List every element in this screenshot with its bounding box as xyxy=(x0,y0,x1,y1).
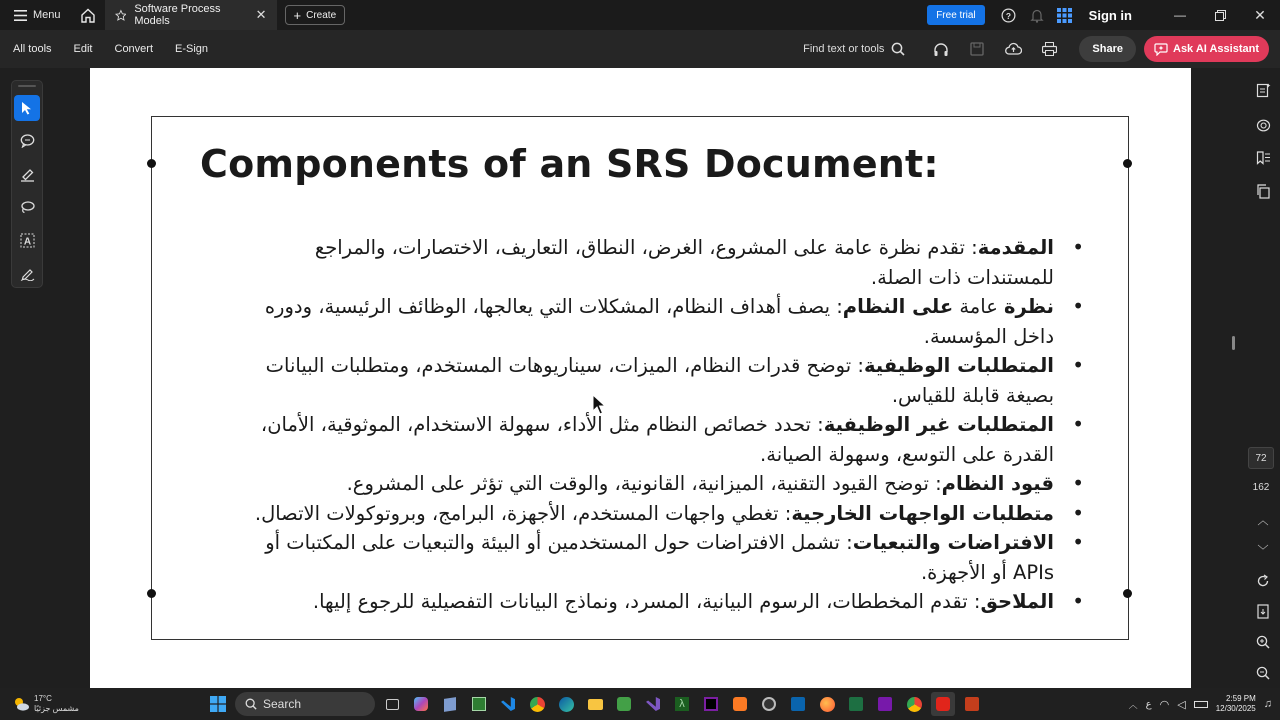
document-tab[interactable] xyxy=(105,0,277,30)
restore-icon xyxy=(1215,10,1226,21)
search-icon xyxy=(891,42,905,56)
bullet-term: نظرة xyxy=(1004,295,1054,318)
bullet-text: : يصف أهداف النظام، المشكلات التي يعالجها، الوظائف الرئيسية، ودوره داخل المؤسسة. xyxy=(264,295,1054,348)
bullet-text: : تغطي واجهات المستخدم، الأجهزة، البرامج، وبروتوكولات الاتصال. xyxy=(254,501,792,525)
list-item xyxy=(240,587,1086,617)
list-item xyxy=(240,292,1086,351)
bullet-term: الافتراضات والتبعيات xyxy=(852,531,1054,554)
time: 2:59 PM xyxy=(1225,694,1256,703)
lambda-app-icon[interactable]: λ xyxy=(670,692,694,716)
save-icon xyxy=(970,42,984,56)
ask-ai-label: Ask AI Assistant xyxy=(1173,43,1259,55)
bullet-text: عامة xyxy=(953,295,1005,318)
bullet-text: : توضح القيود التقنية، الميزانية، القانونية، والوقت التي تؤثر على المشروع. xyxy=(346,472,942,495)
chevron-down-icon: ﹀ xyxy=(1257,545,1269,557)
help-button[interactable] xyxy=(995,0,1023,30)
quick-tools-rail xyxy=(11,80,43,288)
bullet-term: متطلبات الواجهات الخارجية xyxy=(791,501,1054,525)
home-button[interactable] xyxy=(71,0,105,30)
bullet-text: : توضح قدرات النظام، الميزات، سيناريوهات المستخدم، ومتطلبات البيانات بصيغة قابلة للقياس. xyxy=(265,354,1054,407)
cloud-upload-icon xyxy=(1005,42,1022,56)
menu-label: Menu xyxy=(33,9,61,21)
copy-pages-icon xyxy=(1256,184,1270,199)
rotate-button[interactable] xyxy=(1246,566,1280,596)
read-aloud-button[interactable] xyxy=(923,30,959,68)
wifi-icon[interactable]: ◠ xyxy=(1159,698,1170,711)
slide-title: Components of an SRS Document: xyxy=(200,142,939,186)
taskbar-apps xyxy=(206,688,984,720)
frame-handle-top-left xyxy=(147,159,156,168)
clock[interactable] xyxy=(1216,694,1256,714)
battery-icon[interactable] xyxy=(1194,701,1208,708)
windows-taskbar xyxy=(0,688,1280,720)
windows-logo-icon xyxy=(210,696,226,712)
components-list xyxy=(240,233,1086,617)
firefox-icon[interactable] xyxy=(815,692,839,716)
partly-sunny-icon xyxy=(12,696,30,712)
obs-icon[interactable] xyxy=(757,692,781,716)
previous-page-button[interactable] xyxy=(1246,505,1280,535)
keyboard-language[interactable]: ع xyxy=(1145,698,1152,710)
vscode-icon[interactable] xyxy=(496,692,520,716)
find-label: Find text or tools xyxy=(803,43,885,55)
acrobat-icon[interactable] xyxy=(931,692,955,716)
apps-grid-icon xyxy=(1057,8,1072,23)
excel-icon[interactable] xyxy=(844,692,868,716)
save-button[interactable] xyxy=(959,30,995,68)
bullet-term: المقدمة xyxy=(977,236,1054,259)
chevron-up-icon: ︿ xyxy=(1257,515,1269,527)
onenote-icon[interactable] xyxy=(873,692,897,716)
tab-title: Software Process Models xyxy=(134,3,221,27)
ask-ai-assistant-button[interactable] xyxy=(1144,36,1269,62)
notification-bell-icon[interactable]: ♫ xyxy=(1263,698,1272,710)
sign-in-button[interactable]: Sign in xyxy=(1088,7,1132,23)
list-item xyxy=(240,528,1086,587)
all-tools-menu[interactable]: All tools xyxy=(13,43,52,55)
esign-menu[interactable]: E-Sign xyxy=(175,43,209,55)
current-page-input[interactable]: 72 xyxy=(1248,447,1274,469)
main-toolbar xyxy=(0,30,1280,68)
draw-tool[interactable] xyxy=(14,194,40,220)
zoom-in-icon xyxy=(1256,635,1270,649)
bell-icon xyxy=(1030,8,1044,23)
list-item xyxy=(240,233,1086,292)
bookmarks-panel-button[interactable] xyxy=(1246,143,1280,173)
ai-assistant-icon xyxy=(1154,43,1168,56)
vertical-scrollbar[interactable] xyxy=(1232,336,1235,350)
xampp-icon[interactable] xyxy=(728,692,752,716)
create-button[interactable] xyxy=(285,5,346,25)
terminal-app-icon[interactable] xyxy=(467,692,491,716)
upload-button[interactable] xyxy=(995,30,1031,68)
help-icon xyxy=(1001,8,1016,23)
bullet-text: : تحدد خصائص النظام مثل الأداء، سهولة الاستخدام، الموثوقية، الأمان، القدرة على التوسع، وسهولة الصيانة. xyxy=(260,413,1054,466)
refresh-icon xyxy=(1256,574,1270,588)
printer-icon xyxy=(1042,42,1057,56)
text-box-icon xyxy=(20,233,35,248)
maximize-button[interactable] xyxy=(1200,0,1240,30)
search-icon xyxy=(245,698,257,710)
close-tab-icon[interactable]: ✕ xyxy=(255,7,267,22)
edge-icon[interactable] xyxy=(554,692,578,716)
select-tool[interactable] xyxy=(14,95,40,121)
highlighter-icon xyxy=(20,167,35,182)
close-window-button[interactable] xyxy=(1240,0,1280,30)
convert-menu[interactable]: Convert xyxy=(114,43,154,55)
file-explorer-icon[interactable] xyxy=(583,692,607,716)
create-label: Create xyxy=(306,9,337,21)
bullet-text: : تشمل الافتراضات حول المستخدمين أو البيئة والتبعيات على المكتبات أو APIs أو الأجهزة. xyxy=(265,531,1054,584)
zoom-out-icon xyxy=(1256,666,1270,680)
page-export-icon xyxy=(1256,604,1270,619)
free-trial-button[interactable]: Free trial xyxy=(927,5,984,25)
outlook-icon[interactable] xyxy=(786,692,810,716)
minimize-button[interactable] xyxy=(1160,0,1200,30)
chrome-icon[interactable] xyxy=(525,692,549,716)
cube-app-icon[interactable] xyxy=(438,692,462,716)
weather-widget[interactable] xyxy=(12,694,192,714)
taskbar-search[interactable] xyxy=(235,692,375,716)
bullet-text: : تقدم المخططات، الرسوم البيانية، المسرد، ونماذج البيانات التفصيلية للرجوع إليها. xyxy=(312,590,981,613)
svg-text:A: A xyxy=(23,236,31,247)
menu-button[interactable] xyxy=(0,0,71,30)
comment-icon xyxy=(1256,119,1271,133)
bullet-term: المتطلبات الوظيفية xyxy=(863,354,1054,377)
title-bar xyxy=(0,0,1280,30)
zoom-in-button[interactable] xyxy=(1246,627,1280,657)
date: 12/30/2025 xyxy=(1215,704,1256,713)
sign-tool[interactable] xyxy=(14,260,40,286)
lasso-icon xyxy=(20,200,35,214)
document-page[interactable] xyxy=(90,68,1191,688)
search-label: Search xyxy=(263,697,302,711)
frame-handle-bottom-right xyxy=(1123,589,1132,598)
rail-grip xyxy=(18,85,36,87)
plus-icon: + xyxy=(293,7,302,23)
zoom-out-button[interactable] xyxy=(1246,658,1280,688)
edit-menu[interactable]: Edit xyxy=(73,43,93,55)
list-item xyxy=(240,351,1086,410)
camtasia-icon[interactable] xyxy=(612,692,636,716)
jetbrains-icon[interactable] xyxy=(699,692,723,716)
bookmark-icon xyxy=(1256,151,1271,165)
hamburger-icon xyxy=(14,10,27,21)
copilot-icon[interactable] xyxy=(409,692,433,716)
svg-text:?: ? xyxy=(1006,10,1012,21)
headphones-icon xyxy=(933,42,949,57)
bullet-term: الملاحق xyxy=(980,590,1054,613)
bullet-term: قيود النظام xyxy=(941,472,1054,495)
show-hidden-icons[interactable]: ︿ xyxy=(1128,699,1138,710)
visual-studio-icon[interactable] xyxy=(641,692,665,716)
weather-desc: مشمس جزئيًا xyxy=(34,704,79,713)
list-item xyxy=(240,410,1086,469)
apps-button[interactable] xyxy=(1051,0,1079,30)
comment-tool[interactable] xyxy=(14,128,40,154)
bullet-term: على النظام xyxy=(842,295,954,318)
volume-icon[interactable]: ◁ xyxy=(1177,698,1186,711)
list-item xyxy=(240,499,1086,529)
star-icon[interactable] xyxy=(115,9,127,22)
mouse-cursor-icon xyxy=(592,394,606,416)
find-text-or-tools[interactable] xyxy=(803,42,905,56)
ai-summary-button[interactable] xyxy=(1246,75,1280,105)
home-icon xyxy=(80,8,96,23)
highlight-tool[interactable] xyxy=(14,161,40,187)
comment-icon xyxy=(20,134,35,148)
share-button[interactable]: Share xyxy=(1079,36,1136,62)
text-tool[interactable] xyxy=(14,227,40,253)
minimize-icon: — xyxy=(1174,8,1186,22)
frame-handle-top-right xyxy=(1123,159,1132,168)
extract-page-button[interactable] xyxy=(1246,596,1280,626)
notifications-button[interactable] xyxy=(1023,0,1051,30)
powerpoint-icon[interactable] xyxy=(960,692,984,716)
list-item xyxy=(240,469,1086,499)
next-page-button[interactable] xyxy=(1246,535,1280,565)
weather-temp: 17°C xyxy=(34,694,52,703)
chrome-profile-icon[interactable] xyxy=(902,692,926,716)
cursor-arrow-icon xyxy=(21,101,33,115)
print-button[interactable] xyxy=(1031,30,1067,68)
total-pages: 162 xyxy=(1252,482,1270,493)
start-button[interactable] xyxy=(206,692,230,716)
close-window-icon: ✕ xyxy=(1254,6,1266,23)
comments-panel-button[interactable] xyxy=(1246,111,1280,141)
system-tray xyxy=(1129,688,1280,720)
task-view-icon[interactable] xyxy=(380,692,404,716)
document-sparkle-icon xyxy=(1256,83,1271,98)
pages-panel-button[interactable] xyxy=(1246,176,1280,206)
frame-handle-bottom-left xyxy=(147,589,156,598)
bullet-term: المتطلبات غير الوظيفية xyxy=(823,413,1054,436)
bullet-text: : تقدم نظرة عامة على المشروع، الغرض، النطاق، التعاريف، الاختصارات، والمراجع للمستندات ذات الصلة. xyxy=(314,236,1054,289)
pen-sign-icon xyxy=(20,266,35,281)
